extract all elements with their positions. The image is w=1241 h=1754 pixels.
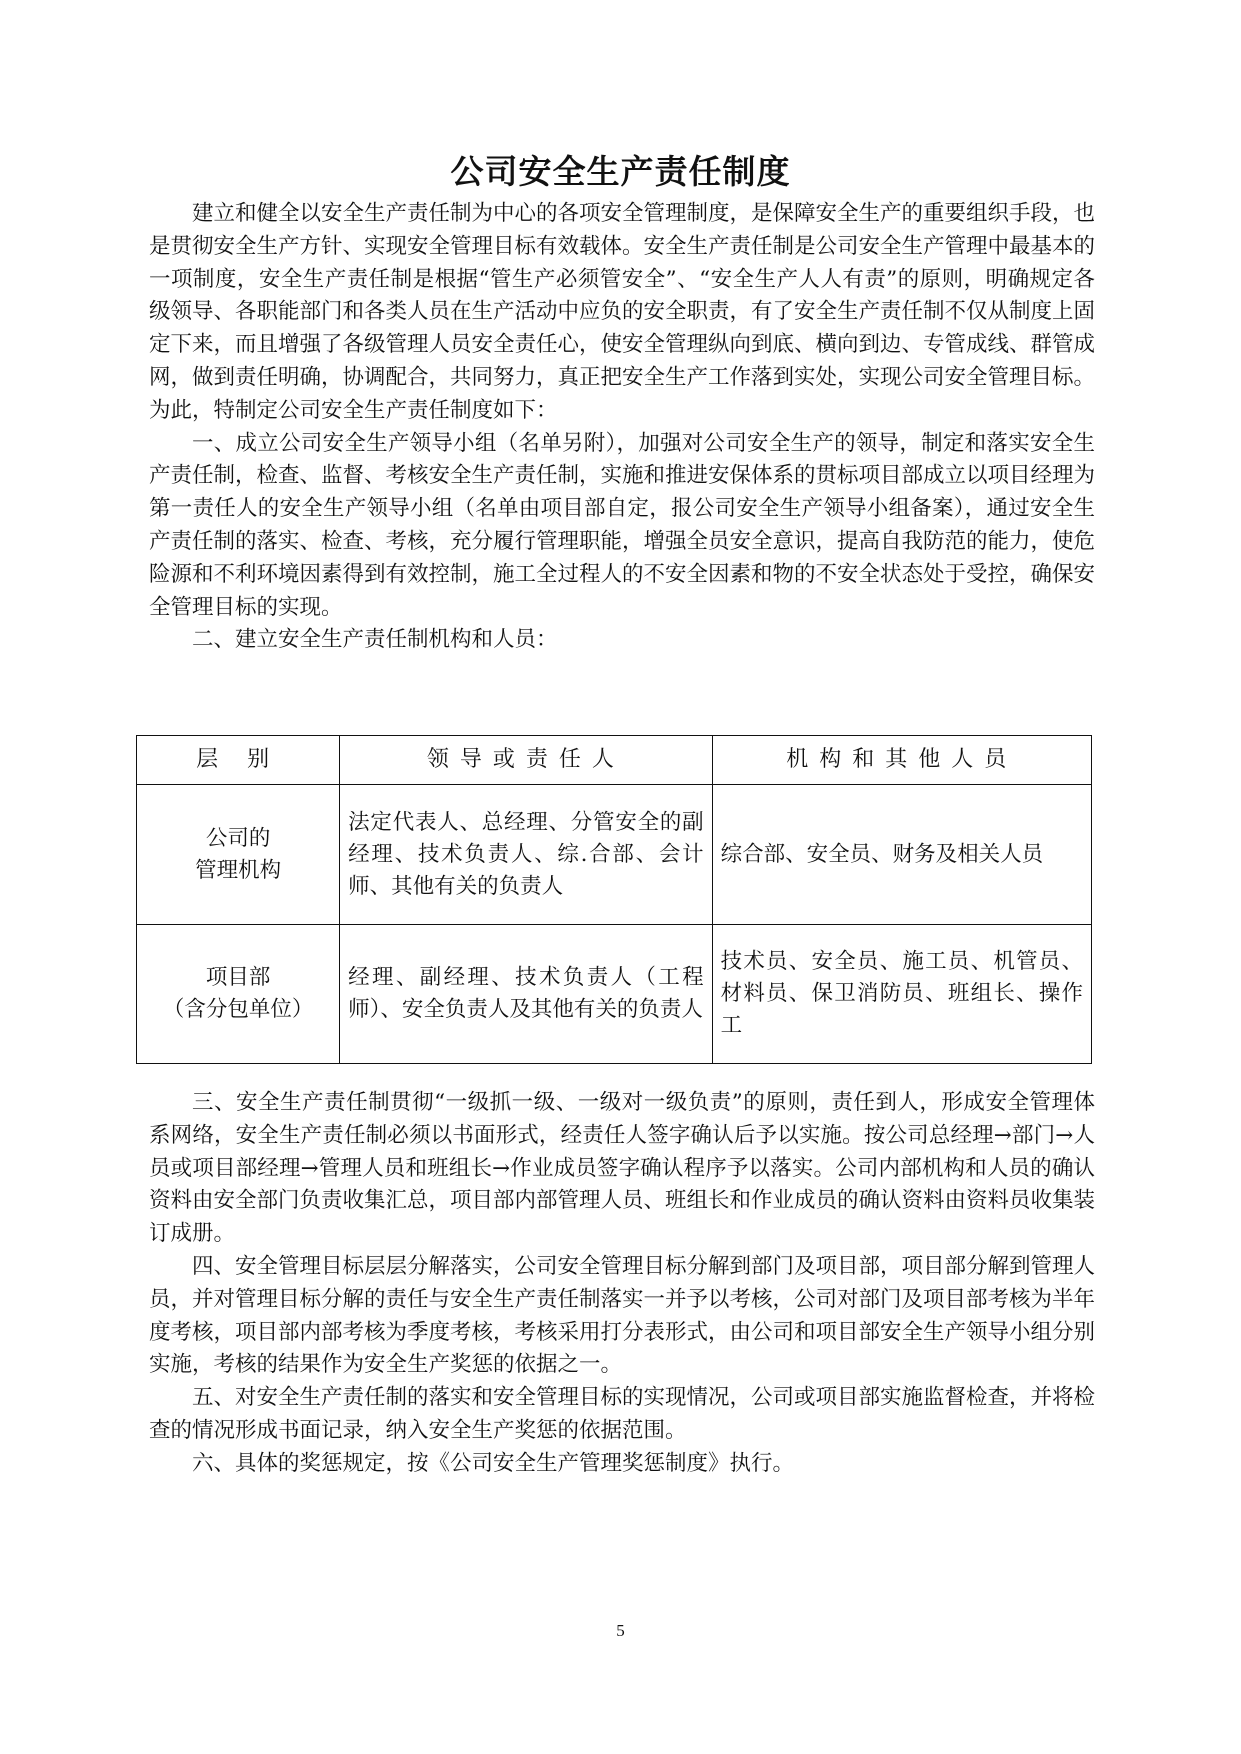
section-three-paragraph: 三、安全生产责任制贯彻“一级抓一级、一级对一级负责”的原则，责任到人，形成安全管理体系网络，安全生产责任制必须以书面形式，经责任人签字确认后予以实施。按公司总经理→部门→人员或项目部经理→管理人员和班组长→作业成员签字确认程序予以落实。公司内部机构和人员的确认资料由安全部门负责收集汇总，项目部内部管理人员、班组长和作业成员的确认资料由资料员收集装订成册。: [149, 1090, 1096, 1247]
header-others: 机构和其他人员: [712, 736, 1091, 785]
later-sections: [149, 1087, 1095, 1481]
row-leaders-cell: 法定代表人、总经理、分管安全的副经理、技术负责人、综.合部、会计师、其他有关的负责人: [340, 785, 712, 925]
row-level-cell: [137, 925, 340, 1064]
row-level-line2: 管理机构: [195, 857, 282, 883]
intro-paragraph: 建立和健全以安全生产责任制为中心的各项安全管理制度，是保障安全生产的重要组织手段，也是贯彻安全生产方针、实现安全管理目标有效载体。安全生产责任制是公司安全生产管理中最基本的一项制度，安全生产责任制是根据“管生产必须管安全”、“安全生产人人有责”的原则，明确规定各级领导、各职能部门和各类人员在生产活动中应负的安全职责，有了安全生产责任制不仅从制度上固定下来，而且增强了各级管理人员安全责任心，使安全管理纵向到底、横向到边、专管成线、群管成网，做到责任明确，协调配合，共同努力，真正把安全生产工作落到实处，实现公司安全管理目标。为此，特制定公司安全生产责任制度如下：: [149, 201, 1096, 423]
header-leaders: 领导或责任人: [340, 736, 712, 785]
row-level-line2: （含分包单位）: [162, 997, 314, 1022]
section-two-heading: 二、建立安全生产责任制机构和人员：: [192, 627, 558, 653]
table-row: [137, 785, 1092, 925]
document-title: 公司安全生产责任制度: [450, 152, 791, 191]
header-level: 层 别: [137, 736, 340, 785]
section-five-paragraph: 五、对安全生产责任制的落实和安全管理目标的实现情况，公司或项目部实施监督检查，并将检查的情况形成书面记录，纳入安全生产奖惩的依据范围。: [149, 1385, 1096, 1443]
row-others-cell: 技术员、安全员、施工员、机管员、材料员、保卫消防员、班组长、操作工: [712, 925, 1091, 1064]
row-others-cell: 综合部、安全员、财务及相关人员: [712, 785, 1091, 925]
section-four-paragraph: 四、安全管理目标层层分解落实，公司安全管理目标分解到部门及项目部，项目部分解到管理人员，并对管理目标分解的责任与安全生产责任制落实一并予以考核，公司对部门及项目部考核为半年度考核，项目部内部考核为季度考核，考核采用打分表形式，由公司和项目部安全生产领导小组分别实施，考核的结果作为安全生产奖惩的依据之一。: [149, 1253, 1096, 1378]
table-header-row: [137, 736, 1092, 785]
row-leaders-cell: 经理、副经理、技术负责人（工程师）、安全负责人及其他有关的负责人: [340, 925, 712, 1064]
row-level-cell: [137, 785, 340, 925]
row-level-line1: 项目部: [205, 965, 271, 990]
page-number: 5: [616, 1621, 625, 1640]
intro-section: [149, 198, 1095, 657]
table-row: [137, 925, 1092, 1064]
section-one-paragraph: 一、成立公司安全生产领导小组（名单另附），加强对公司安全生产的领导，制定和落实安全生产责任制，检查、监督、考核安全生产责任制，实施和推进安保体系的贯标项目部成立以项目经理为第一责任人的安全生产领导小组（名单由项目部自定，报公司安全生产领导小组备案），通过安全生产责任制的落实、检查、考核，充分履行管理职能，增强全员安全意识，提高自我防范的能力，使危险源和不利环境因素得到有效控制，施工全过程人的不安全因素和物的不安全状态处于受控，确保安全管理目标的实现。: [149, 430, 1096, 620]
section-six-paragraph: 六、具体的奖惩规定，按《公司安全生产管理奖惩制度》执行。: [192, 1450, 795, 1476]
row-level-line1: 公司的: [205, 825, 271, 851]
responsibility-table: [136, 735, 1092, 1064]
